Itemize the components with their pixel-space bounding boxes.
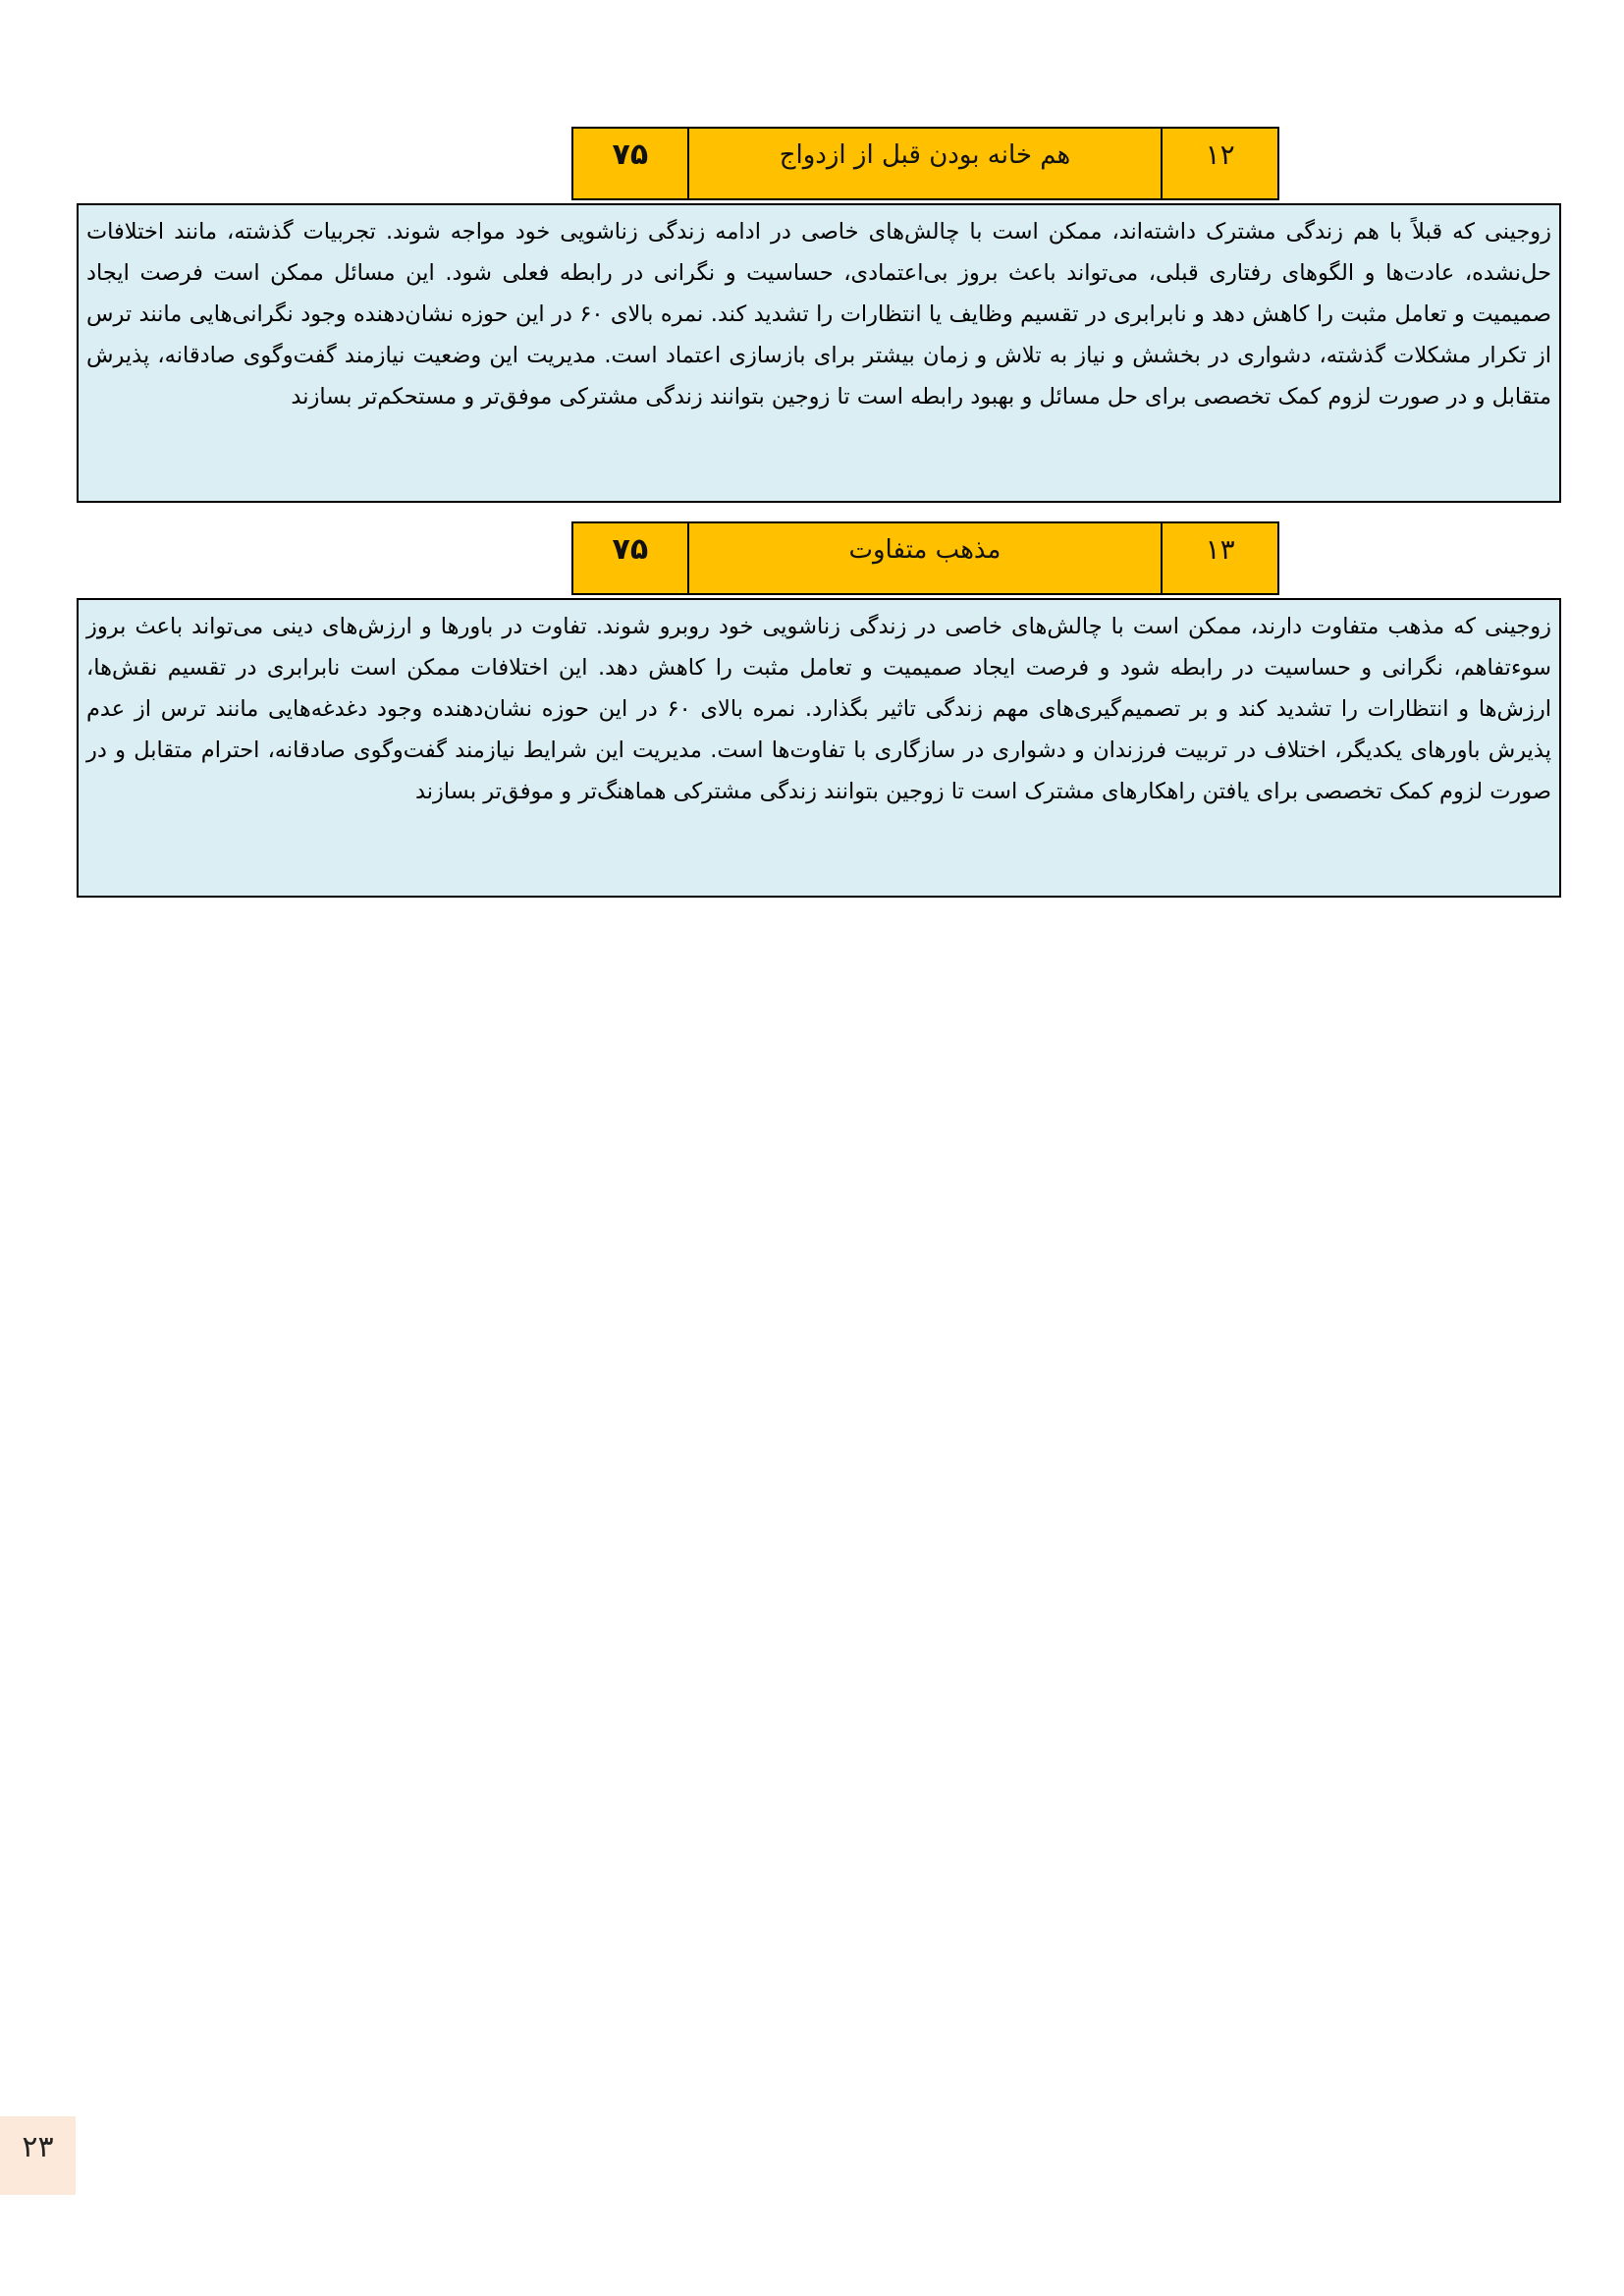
- section-score: ۷۵: [573, 523, 689, 593]
- section-header-row: [571, 127, 1279, 200]
- section-score: ۷۵: [573, 129, 689, 198]
- section-title: مذهب متفاوت: [689, 523, 1164, 593]
- section-title: هم خانه بودن قبل از ازدواج: [689, 129, 1164, 198]
- page-number: ۲۳: [0, 2116, 76, 2195]
- section-description: زوجینی که قبلاً با هم زندگی مشترک داشته‌اند، ممکن است با چالش‌های خاصی در ادامه زندگی زناشویی خود مواجه شوند. تجربیات گذشته، مانند اختلافات حل‌نشده، عادت‌ها و الگوهای رفتاری قبلی، می‌تواند باعث بروز بی‌اعتمادی، حساسیت و نگرانی در رابطه فعلی شود. این مسائل ممکن است فرصت ایجاد صمیمیت و تعامل مثبت را کاهش دهد و نابرابری در تقسیم وظایف یا انتظارات را تشدید کند. نمره بالای ۶۰ در این حوزه نشان‌دهنده وجود نگرانی‌هایی مانند ترس از تکرار مشکلات گذشته، دشواری در بخشش و نیاز به تلاش و زمان بیشتر برای بازسازی اعتماد است. مدیریت این وضعیت نیازمند گفت‌وگوی صادقانه، پذیرش متقابل و در صورت لزوم کمک تخصصی برای حل مسائل و بهبود رابطه است تا زوجین بتوانند زندگی مشترکی موفق‌تر و مستحکم‌تر بسازند: [77, 203, 1561, 503]
- section-number: ۱۳: [1205, 533, 1235, 566]
- section-description: زوجینی که مذهب متفاوت دارند، ممکن است با چالش‌های خاصی در زندگی زناشویی خود روبرو شوند. تفاوت در باورها و ارزش‌های دینی می‌تواند باعث بروز سوءتفاهم، نگرانی و حساسیت در رابطه شود و فرصت ایجاد صمیمیت و تعامل مثبت را کاهش دهد. این اختلافات ممکن است نابرابری در تقسیم نقش‌ها، ارزش‌ها و انتظارات را تشدید کند و بر تصمیم‌گیری‌های مهم زندگی تاثیر بگذارد. نمره بالای ۶۰ در این حوزه نشان‌دهنده وجود دغدغه‌هایی مانند ترس از عدم پذیرش باورهای یکدیگر، اختلاف در تربیت فرزندان و دشواری در سازگاری با تفاوت‌ها است. مدیریت این شرایط نیازمند گفت‌وگوی صادقانه، احترام متقابل و در صورت لزوم کمک تخصصی برای یافتن راهکارهای مشترک است تا زوجین بتوانند زندگی مشترکی هماهنگ‌تر و موفق‌تر بسازند: [77, 598, 1561, 898]
- section-number: ۱۲: [1205, 138, 1235, 171]
- section-header-row: [571, 521, 1279, 595]
